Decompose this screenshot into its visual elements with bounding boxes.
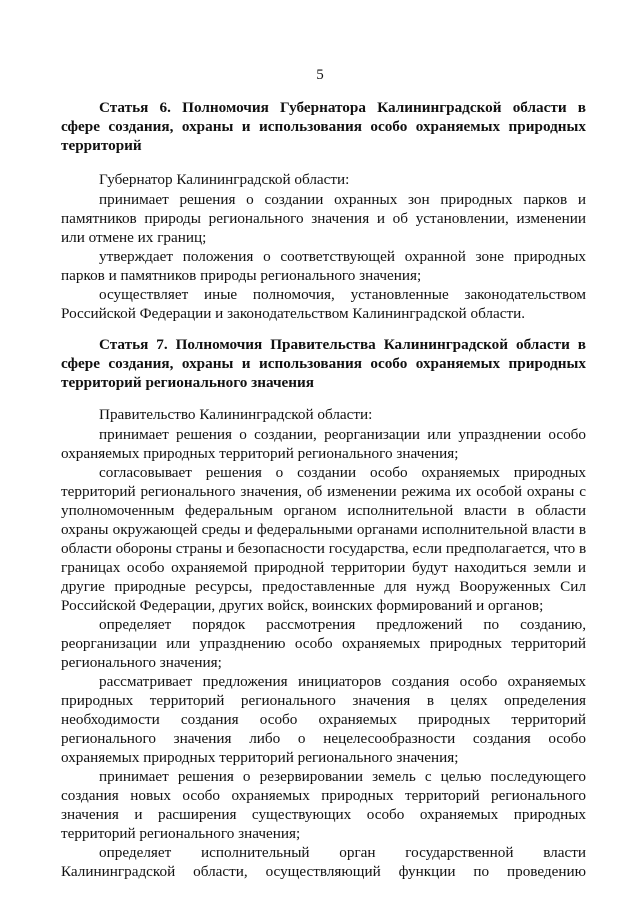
paragraph-line: регионального значения либо о нецелесообразности создания особо — [61, 730, 586, 747]
paragraph-line: уполномоченным федеральным органом исполнительной власти в области — [61, 502, 586, 519]
paragraph-line: охраняемых природных территорий регионального значения; — [61, 445, 459, 462]
heading-line: сфере создания, охраны и использования особо охраняемых природных — [61, 355, 586, 372]
paragraph-line: области обороны страны и безопасности государства, если предполагается, что в — [61, 540, 587, 557]
paragraph-line: Калининградской области, осуществляющий функции по проведению — [61, 863, 586, 880]
heading-line: Статья 6. Полномочия Губернатора Калининградской области в — [99, 99, 586, 116]
paragraph-line: природных территорий регионального значения в целях определения — [61, 692, 586, 709]
paragraph-line: значения и расширения существующих особо охраняемых природных — [61, 806, 586, 823]
heading-line: территорий регионального значения — [61, 374, 315, 391]
paragraph-line: необходимости создания особо охраняемых природных территорий — [61, 711, 586, 728]
paragraph-line: утверждает положения о соответствующей охранной зоне природных — [99, 248, 586, 265]
paragraph-line: территорий регионального значения, об изменении режима их особой охраны с — [61, 483, 586, 500]
paragraph-line: границах особо охраняемой природной территории будут находиться земли и — [61, 559, 586, 576]
paragraph-line: принимает решения о создании охранных зон природных парков и — [99, 191, 586, 208]
paragraph-line: определяет порядок рассмотрения предложений по созданию, — [99, 616, 586, 633]
paragraph-line: или отмене их границ; — [61, 229, 207, 246]
paragraph-line: определяет исполнительный орган государственной власти — [99, 844, 586, 861]
page-number: 5 — [316, 67, 324, 83]
paragraph-line: Губернатор Калининградской области: — [99, 171, 350, 188]
paragraph-line: парков и памятников природы регионального значения; — [61, 267, 422, 284]
paragraph-line: рассматривает предложения инициаторов создания особо охраняемых — [99, 673, 586, 690]
article-7-heading — [61, 335, 586, 392]
paragraph-line: Российской Федерации, других войск, воинских формирований и органов; — [61, 597, 544, 614]
paragraph-line: Российской Федерации и законодательством Калининградской области. — [61, 305, 526, 322]
paragraph-line: создания новых особо охраняемых природных территорий регионального — [61, 787, 586, 804]
paragraph-line: Правительство Калининградской области: — [99, 406, 373, 423]
paragraph-line: охраны окружающей среды и федеральными органами исполнительной власти в — [61, 521, 586, 538]
paragraph-line: согласовывает решения о создании особо охраняемых природных — [99, 464, 586, 481]
paragraph-line: другие природные ресурсы, предоставленные для нужд Вооруженных Сил — [61, 578, 586, 595]
paragraph-line: осуществляет иные полномочия, установленные законодательством — [99, 286, 586, 303]
paragraph-line: принимает решения о резервировании земель с целью последующего — [99, 768, 586, 785]
article-6-heading — [61, 98, 586, 155]
paragraph-line: принимает решения о создании, реорганизации или упразднении особо — [99, 426, 586, 443]
paragraph-line: памятников природы регионального значения и об установлении, изменении — [61, 210, 586, 227]
paragraph-line: регионального значения; — [61, 654, 222, 671]
paragraph-line: территорий регионального значения; — [61, 825, 301, 842]
paragraph-line: охраняемых природных территорий регионального значения; — [61, 749, 459, 766]
heading-line: территорий — [61, 137, 142, 154]
paragraph-line: реорганизации или упразднению особо охраняемых природных территорий — [61, 635, 586, 652]
heading-line: Статья 7. Полномочия Правительства Калининградской области в — [99, 336, 586, 353]
heading-line: сфере создания, охраны и использования особо охраняемых природных — [61, 118, 586, 135]
